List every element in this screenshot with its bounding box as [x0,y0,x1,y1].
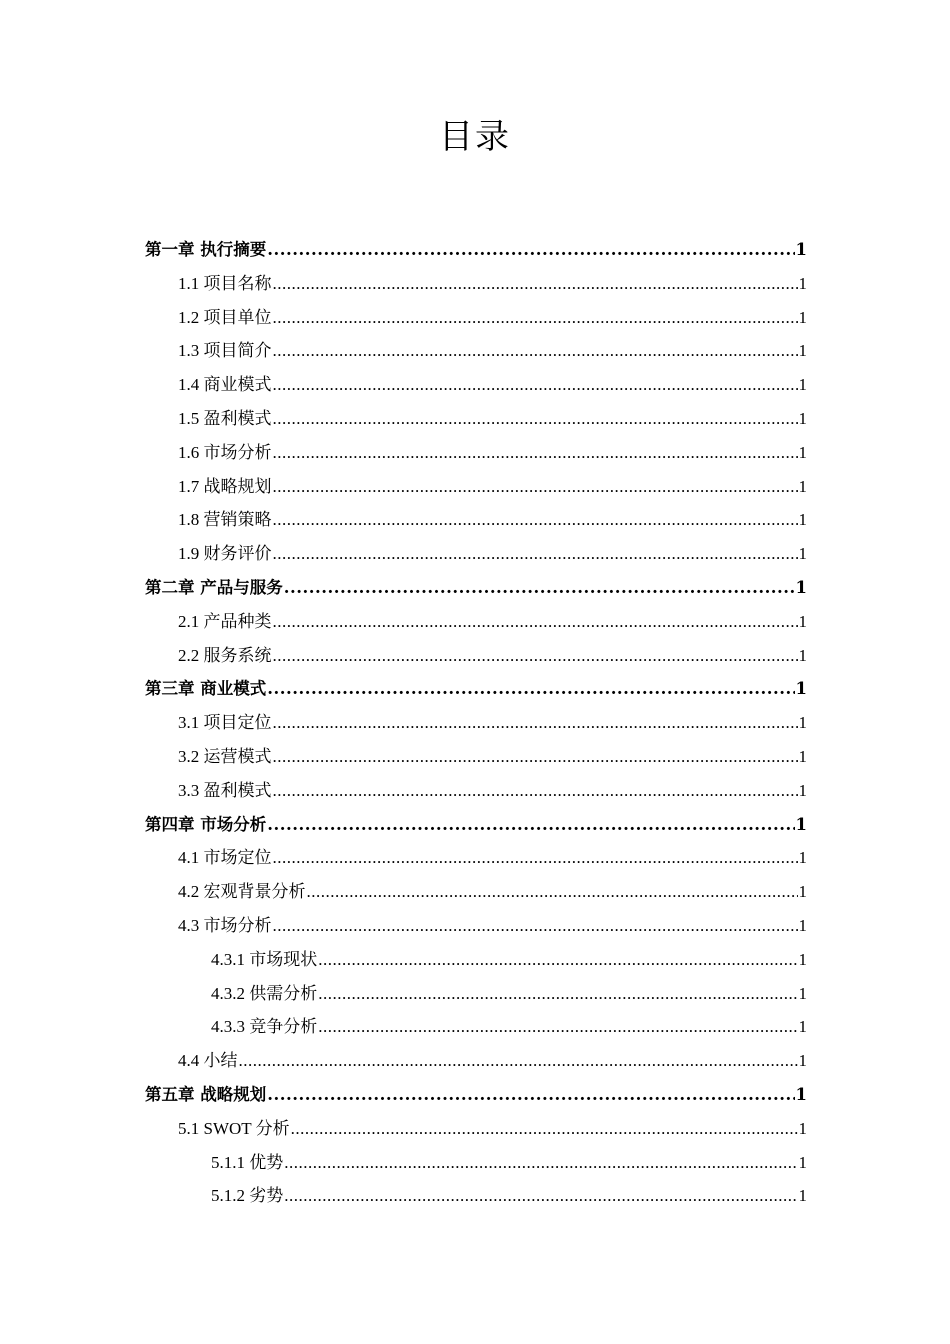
toc-entry-label: 第三章 商业模式 [145,679,267,699]
toc-page-number: 1 [798,645,807,665]
toc-entry-label: 3.2 运营模式 [178,746,272,766]
toc-dot-leader [273,909,798,943]
toc-dot-leader [307,875,798,909]
toc-entry[interactable] [145,301,807,335]
toc-page-number: 1 [795,577,807,597]
toc-dot-leader [267,1078,794,1112]
toc-dot-leader [273,368,798,402]
toc-page-number: 1 [798,476,807,496]
toc-page-number: 1 [798,273,807,293]
toc-entry[interactable] [145,605,807,639]
toc-dot-leader [267,233,794,267]
toc-page-number: 1 [798,341,807,361]
toc-entry-label: 第一章 执行摘要 [145,240,267,259]
toc-dot-leader [273,470,798,504]
toc-entry[interactable] [145,977,807,1011]
toc-entry-label: 第五章 战略规划 [145,1084,267,1104]
toc-dot-leader [291,1112,798,1146]
toc-entry[interactable] [145,875,807,909]
page-title: 目录 [439,117,511,157]
toc-entry[interactable] [145,368,807,402]
toc-page-number: 1 [795,1084,807,1104]
toc-page-number: 1 [798,442,807,462]
toc-page-number: 1 [798,848,807,868]
toc-dot-leader [284,1179,797,1213]
toc-entry[interactable] [145,233,807,267]
toc-dot-leader [273,740,798,774]
toc-entry-label: 1.7 战略规划 [178,476,272,496]
toc-page-number: 1 [798,611,807,631]
toc-dot-leader [318,943,797,977]
toc-dot-leader [273,402,798,436]
toc-entry[interactable] [145,1179,807,1213]
toc-entry-label: 1.8 营销策略 [178,510,272,530]
toc-page-number: 1 [798,915,807,935]
toc-dot-leader [318,977,797,1011]
toc-entry[interactable] [145,402,807,436]
toc-entry-label: 1.1 项目名称 [178,273,272,293]
toc-page-number: 1 [798,1152,807,1172]
toc-entry[interactable] [145,1010,807,1044]
toc-entry[interactable] [145,639,807,673]
toc-entry-label: 4.3.3 竞争分析 [211,1017,318,1037]
toc-dot-leader [267,672,794,706]
toc-page-number: 1 [798,375,807,395]
toc-entry[interactable] [145,774,807,808]
toc-dot-leader [273,605,798,639]
toc-entry[interactable] [145,334,807,368]
toc-entry-label: 1.3 项目简介 [178,341,272,361]
toc-entry-label: 2.2 服务系统 [178,645,272,665]
toc-entry-label: 4.3 市场分析 [178,915,272,935]
toc-dot-leader [284,1146,797,1180]
toc-entry[interactable] [145,672,807,706]
toc-entry-label: 5.1.2 劣势 [211,1186,284,1206]
toc-entry-label: 4.2 宏观背景分析 [178,882,306,902]
toc-entry[interactable] [145,706,807,740]
toc-page-number: 1 [798,510,807,530]
toc-entry-label: 4.3.1 市场现状 [211,949,318,969]
toc-dot-leader [273,334,798,368]
toc-entry[interactable] [145,470,807,504]
toc-dot-leader [318,1010,797,1044]
toc-page-number: 1 [798,983,807,1003]
table-of-contents [145,233,807,1213]
toc-dot-leader [273,537,798,571]
toc-entry[interactable] [145,267,807,301]
toc-dot-leader [273,841,798,875]
toc-entry[interactable] [145,537,807,571]
toc-entry[interactable] [145,571,807,605]
toc-entry[interactable] [145,909,807,943]
toc-page-number: 1 [798,1051,807,1071]
toc-dot-leader [267,808,794,842]
toc-dot-leader [273,301,798,335]
toc-entry-label: 5.1 SWOT 分析 [178,1118,290,1138]
toc-entry-label: 第二章 产品与服务 [145,577,283,597]
toc-entry-label: 1.5 盈利模式 [178,408,272,428]
toc-entry-label: 1.9 财务评价 [178,544,272,564]
toc-entry[interactable] [145,1146,807,1180]
toc-entry[interactable] [145,1044,807,1078]
toc-entry-label: 2.1 产品种类 [178,611,272,631]
toc-page-number: 1 [795,679,807,699]
toc-entry[interactable] [145,1078,807,1112]
toc-page-number: 1 [798,544,807,564]
toc-page-number: 1 [798,408,807,428]
toc-page-number: 1 [798,307,807,327]
toc-dot-leader [273,436,798,470]
toc-page-number: 1 [798,1186,807,1206]
toc-entry-label: 1.6 市场分析 [178,442,272,462]
toc-page-number: 1 [798,780,807,800]
toc-entry-label: 5.1.1 优势 [211,1152,284,1172]
toc-dot-leader [284,571,795,605]
toc-entry-label: 3.3 盈利模式 [178,780,272,800]
toc-page-number: 1 [798,949,807,969]
toc-page-number: 1 [798,1118,807,1138]
toc-entry[interactable] [145,740,807,774]
toc-dot-leader [273,706,798,740]
toc-entry[interactable] [145,436,807,470]
toc-dot-leader [273,503,798,537]
toc-dot-leader [239,1044,798,1078]
toc-entry-label: 4.4 小结 [178,1051,238,1071]
toc-entry[interactable] [145,841,807,875]
toc-entry-label: 1.4 商业模式 [178,375,272,395]
toc-page-number: 1 [798,882,807,902]
toc-entry-label: 1.2 项目单位 [178,307,272,327]
toc-entry-label: 第四章 市场分析 [145,814,267,834]
toc-page-number: 1 [795,814,807,834]
toc-dot-leader [273,774,798,808]
toc-entry[interactable] [145,503,807,537]
toc-entry[interactable] [145,943,807,977]
toc-dot-leader [273,639,798,673]
toc-page-number: 1 [798,713,807,733]
toc-page-number: 1 [798,1017,807,1037]
toc-entry-label: 4.3.2 供需分析 [211,983,318,1003]
toc-entry-label: 3.1 项目定位 [178,713,272,733]
toc-page-number: 1 [795,240,807,259]
toc-entry[interactable] [145,808,807,842]
toc-entry[interactable] [145,1112,807,1146]
toc-entry-label: 4.1 市场定位 [178,848,272,868]
toc-page-number: 1 [798,746,807,766]
toc-dot-leader [273,267,798,301]
